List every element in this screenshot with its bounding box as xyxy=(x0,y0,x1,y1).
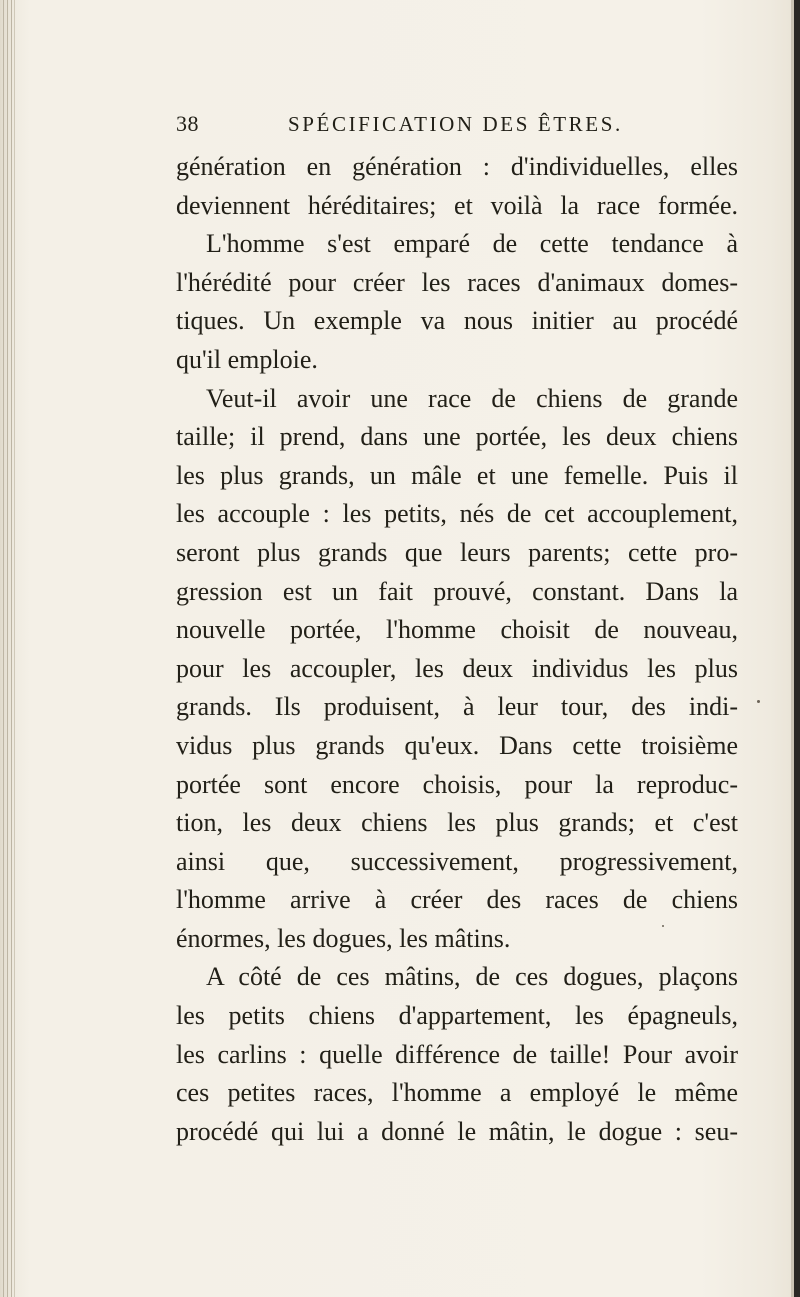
page-number: 38 xyxy=(176,111,199,136)
page-gutter-left xyxy=(0,0,15,1297)
text-line: vidus plus grands qu'eux. Dans cette troisième xyxy=(176,730,738,760)
text-line: L'homme s'est emparé de cette tendance à xyxy=(206,229,738,259)
text-line: portée sont encore choisis, pour la reproduc- xyxy=(176,769,738,799)
text-line: les carlins : quelle différence de taille! Pour avoir xyxy=(176,1039,738,1069)
text-line: ces petites races, l'homme a employé le même xyxy=(176,1078,738,1108)
text-line: taille; il prend, dans une portée, les deux chiens xyxy=(176,422,738,452)
text-line: procédé qui lui a donné le mâtin, le dogue : seu- xyxy=(176,1116,738,1146)
print-speck xyxy=(757,700,760,703)
text-line: les petits chiens d'appartement, les épagneuls, xyxy=(176,1001,738,1031)
text-line: tiques. Un exemple va nous initier au procédé xyxy=(176,306,738,336)
text-line: gression est un fait prouvé, constant. Dans la xyxy=(176,576,738,606)
text-line: ainsi que, successivement, progressivement, xyxy=(176,846,738,876)
text-line: énormes, les dogues, les mâtins. xyxy=(176,923,511,953)
text-line: l'hérédité pour créer les races d'animaux domes- xyxy=(176,267,738,297)
text-line: nouvelle portée, l'homme choisit de nouveau, xyxy=(176,615,738,645)
running-header xyxy=(176,111,736,141)
text-line: Veut-il avoir une race de chiens de grande xyxy=(206,383,738,413)
text-line: l'homme arrive à créer des races de chiens xyxy=(176,885,738,915)
text-line: seront plus grands que leurs parents; cette pro- xyxy=(176,537,738,567)
text-line: génération en génération : d'individuelles, elles xyxy=(176,152,738,181)
text-line: les accouple : les petits, nés de cet accouplement, xyxy=(176,499,738,529)
running-title: SPÉCIFICATION DES ÊTRES. xyxy=(288,112,623,136)
text-line: pour les accoupler, les deux individus les plus xyxy=(176,653,738,683)
text-line: deviennent héréditaires; et voilà la race formée. xyxy=(176,190,738,220)
text-line: les plus grands, un mâle et une femelle. Puis il xyxy=(176,460,738,490)
text-line: A côté de ces mâtins, de ces dogues, plaçons xyxy=(206,962,738,992)
body-text xyxy=(176,148,738,1151)
page-edge-right xyxy=(794,0,800,1297)
print-speck xyxy=(662,925,664,927)
text-line: tion, les deux chiens les plus grands; et c'est xyxy=(176,808,738,838)
text-line: grands. Ils produisent, à leur tour, des indi- xyxy=(176,692,738,722)
text-line: qu'il emploie. xyxy=(176,344,318,374)
